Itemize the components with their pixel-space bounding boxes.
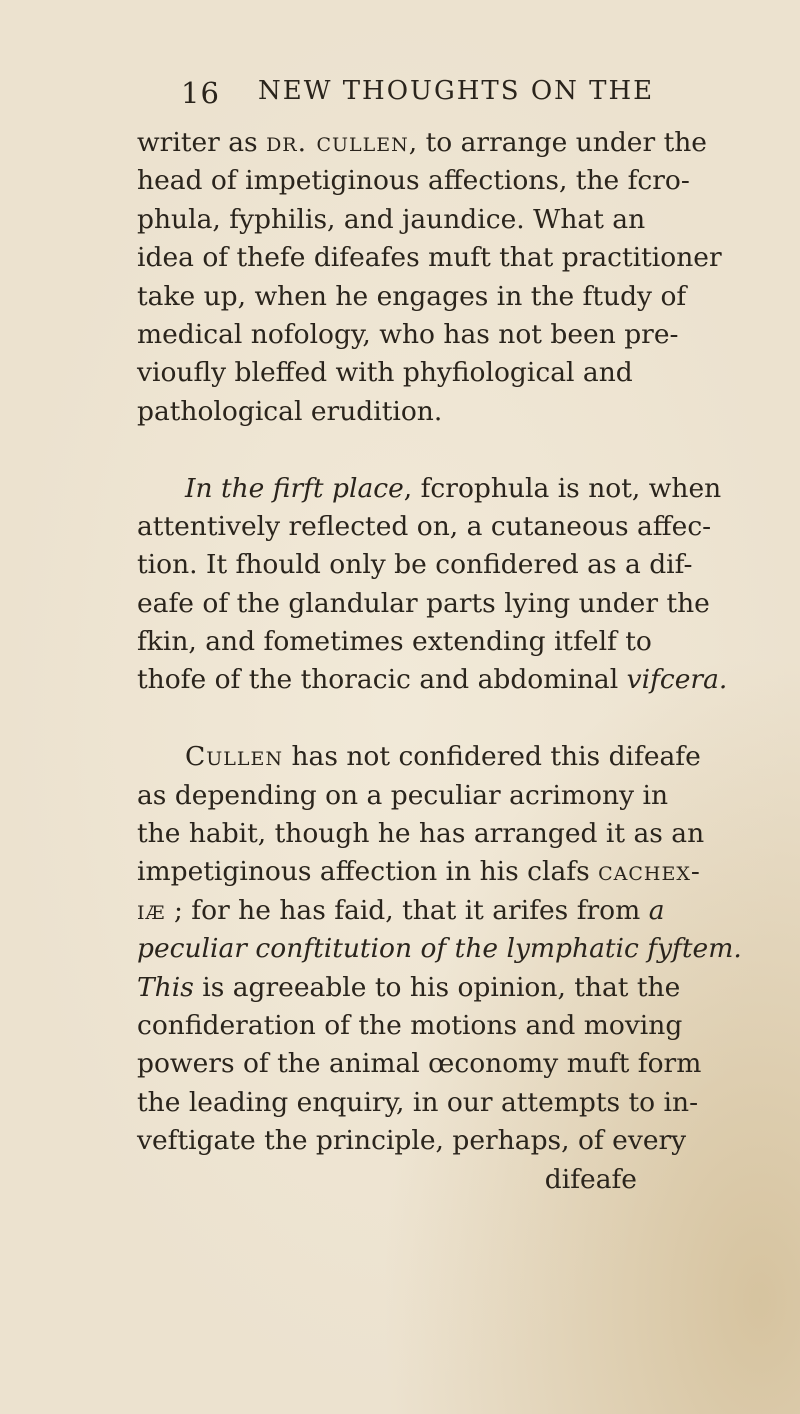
text-line: medical nofology, who has not been pre-: [137, 318, 679, 350]
text-line: powers of the animal œconomy muft form: [137, 1048, 702, 1080]
text-line: pathological erudition.: [137, 395, 443, 427]
page-header: [0, 76, 800, 116]
text-line: This is agreeable to his opinion, that the: [137, 971, 681, 1003]
text-line: Cullen has not confidered this difeafe: [185, 741, 701, 773]
running-head: NEW THOUGHTS ON THE: [258, 76, 655, 106]
text-line: tion. It fhould only be confidered as a dif-: [137, 549, 693, 581]
text-line: fkin, and fometimes extending itfelf to: [137, 626, 652, 658]
text-line: impetiginous affection in his clafs cachex-: [137, 856, 701, 888]
text-line: phula, fyphilis, and jaundice. What an: [137, 203, 646, 235]
text-line: idea of thefe difeafes muft that practitioner: [137, 242, 722, 274]
catchword: difeafe: [544, 1163, 637, 1195]
paragraph-3: [137, 738, 742, 1160]
page-number: 16: [181, 76, 220, 110]
text-line: iæ ; for he has faid, that it arifes from a: [137, 894, 665, 926]
text-line: peculiar conftitution of the lymphatic fyftem.: [137, 933, 742, 965]
text-line: In the firft place, fcrophula is not, when: [185, 472, 722, 504]
text-line: as depending on a peculiar acrimony in: [137, 779, 669, 811]
text-line: the habit, though he has arranged it as an: [137, 818, 705, 850]
paragraph-1: [137, 124, 722, 431]
text-line: vioufly bleffed with phyfiological and: [137, 357, 633, 389]
paragraph-gap: [137, 700, 637, 738]
body-text: [137, 124, 742, 1199]
text-line: confideration of the motions and moving: [137, 1009, 683, 1041]
text-line: the leading enquiry, in our attempts to in-: [137, 1086, 699, 1118]
author-name: dr. cullen: [266, 127, 409, 158]
text-line: writer as dr. cullen, to arrange under the: [137, 127, 707, 158]
text-line: head of impetiginous affections, the fcro-: [137, 165, 690, 197]
text-line: thofe of the thoracic and abdominal vifcera.: [137, 664, 728, 696]
text-line: veftigate the principle, perhaps, of every: [137, 1125, 687, 1157]
author-name: Cullen: [185, 741, 284, 773]
paragraph-2: [137, 470, 728, 700]
text-line: eafe of the glandular parts lying under the: [137, 587, 710, 619]
paragraph-gap: [137, 431, 637, 469]
text-line: attentively reflected on, a cutaneous affec-: [137, 510, 712, 542]
text-line: take up, when he engages in the ftudy of: [137, 280, 687, 312]
